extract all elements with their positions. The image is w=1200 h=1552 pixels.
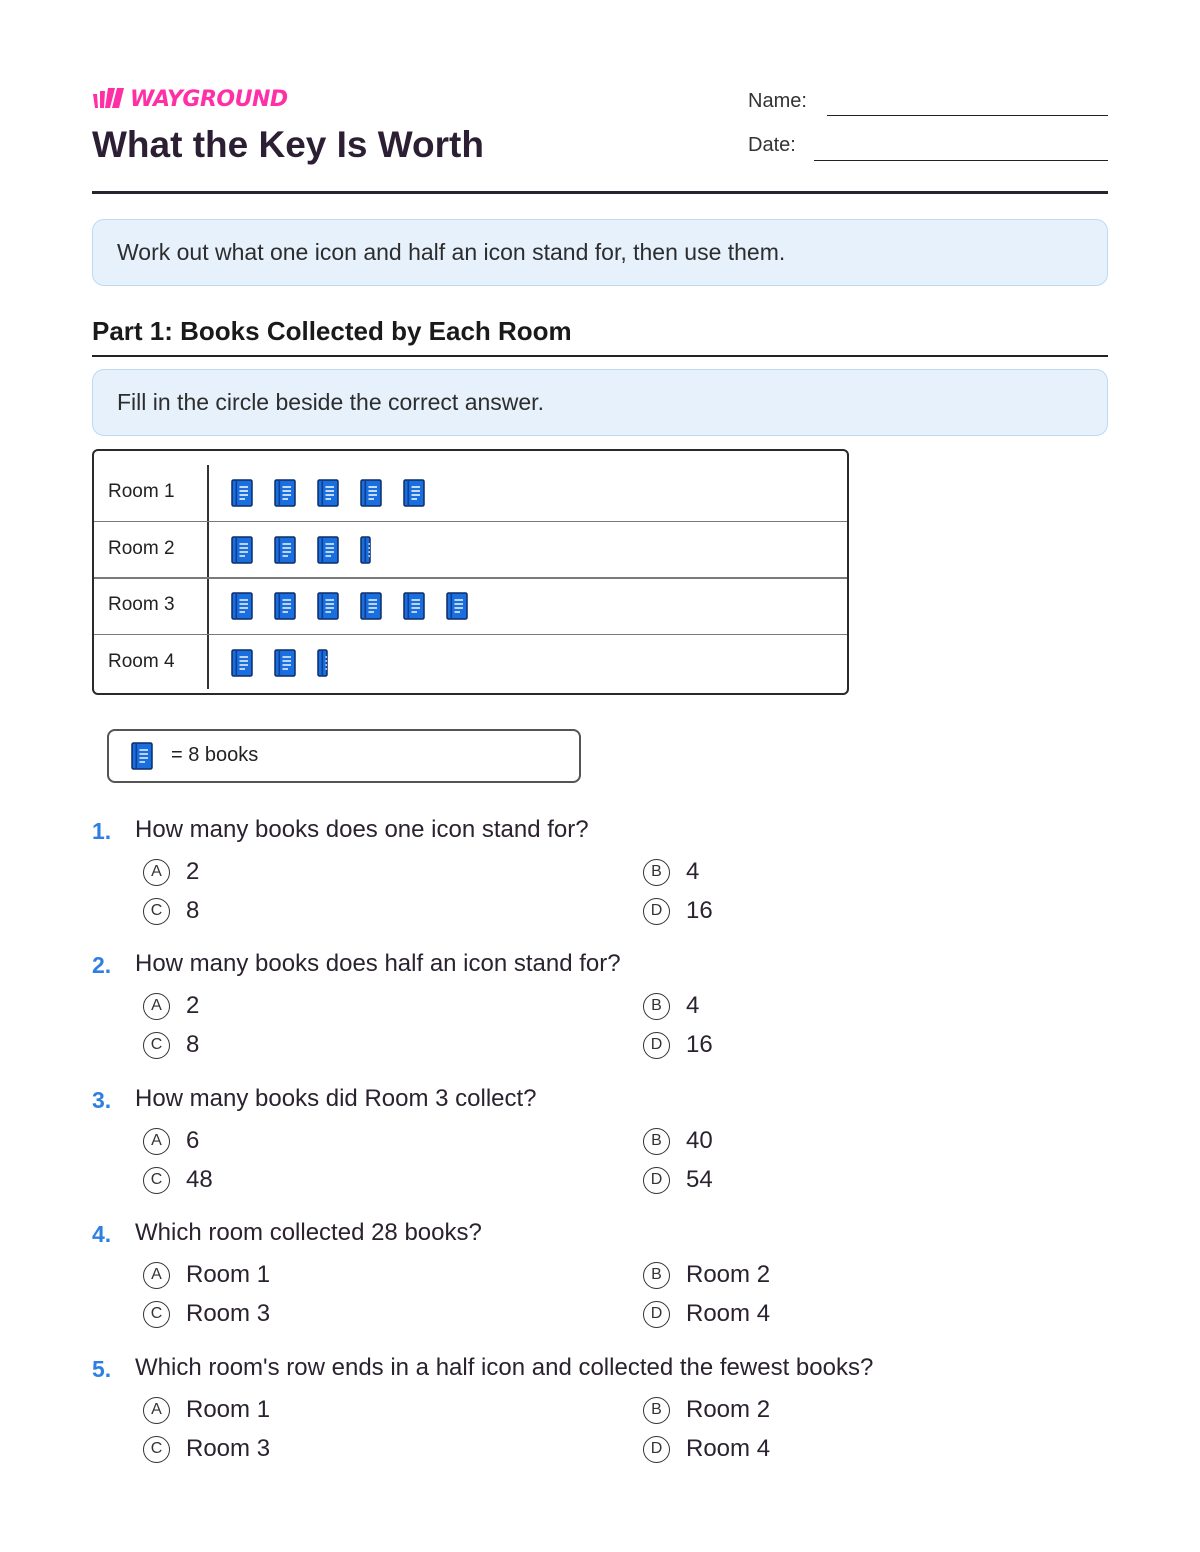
book-icon xyxy=(317,592,339,620)
header-divider xyxy=(92,191,1108,194)
option-radio[interactable]: C xyxy=(143,1167,170,1194)
option-radio[interactable]: C xyxy=(143,898,170,925)
option-radio[interactable]: C xyxy=(143,1301,170,1328)
row-label: Room 4 xyxy=(108,650,175,672)
book-icon xyxy=(317,479,339,507)
answer-option[interactable] xyxy=(143,897,199,925)
name-field[interactable] xyxy=(827,115,1108,116)
option-text: Room 4 xyxy=(686,1300,771,1327)
answer-option[interactable] xyxy=(643,1031,713,1059)
option-text: 2 xyxy=(186,858,200,885)
option-text: 16 xyxy=(686,1031,713,1058)
answer-option[interactable] xyxy=(143,858,199,886)
option-text: 2 xyxy=(186,992,200,1019)
book-icon xyxy=(317,536,339,564)
option-radio[interactable]: C xyxy=(143,1032,170,1059)
option-text: Room 3 xyxy=(186,1300,271,1327)
book-icon xyxy=(403,592,425,620)
option-text: Room 1 xyxy=(186,1261,271,1288)
option-text: 16 xyxy=(686,897,713,924)
option-radio[interactable]: B xyxy=(643,993,670,1020)
option-text: Room 2 xyxy=(686,1396,771,1423)
answer-option[interactable] xyxy=(143,1396,270,1424)
answer-option[interactable] xyxy=(643,992,699,1020)
option-radio[interactable]: D xyxy=(643,1436,670,1463)
book-icon xyxy=(231,649,253,677)
option-radio[interactable]: B xyxy=(643,859,670,886)
row-separator xyxy=(94,577,847,579)
option-radio[interactable]: D xyxy=(643,1032,670,1059)
option-radio[interactable]: A xyxy=(143,1397,170,1424)
option-radio[interactable]: D xyxy=(643,898,670,925)
option-text: 8 xyxy=(186,897,200,924)
pictograph-key xyxy=(107,729,581,783)
question-text: How many books did Room 3 collect? xyxy=(135,1085,537,1112)
option-text: 4 xyxy=(686,992,700,1019)
option-radio[interactable]: B xyxy=(643,1128,670,1155)
page-title: What the Key Is Worth xyxy=(92,124,484,165)
question-text: Which room collected 28 books? xyxy=(135,1219,482,1246)
question-number: 3. xyxy=(92,1087,112,1113)
book-icon xyxy=(446,592,468,620)
name-label: Name: xyxy=(748,90,807,112)
answer-option[interactable] xyxy=(643,1127,713,1155)
option-radio[interactable]: C xyxy=(143,1436,170,1463)
option-text: Room 1 xyxy=(186,1396,271,1423)
option-text: Room 4 xyxy=(686,1435,771,1462)
question-text: How many books does half an icon stand for? xyxy=(135,950,621,977)
question-text: How many books does one icon stand for? xyxy=(135,816,589,843)
book-icon xyxy=(274,536,296,564)
pictograph-table xyxy=(92,449,849,695)
book-icon xyxy=(231,536,253,564)
row-separator xyxy=(94,634,847,636)
answer-option[interactable] xyxy=(643,1300,770,1328)
part-divider xyxy=(92,355,1108,357)
option-radio[interactable]: A xyxy=(143,993,170,1020)
option-radio[interactable]: D xyxy=(643,1167,670,1194)
answer-option[interactable] xyxy=(643,1396,770,1424)
book-icon xyxy=(274,479,296,507)
date-label: Date: xyxy=(748,134,796,156)
option-radio[interactable]: D xyxy=(643,1301,670,1328)
answer-option[interactable] xyxy=(643,1435,770,1463)
book-icon xyxy=(231,592,253,620)
answer-option[interactable] xyxy=(143,992,199,1020)
option-text: Room 2 xyxy=(686,1261,771,1288)
answer-option[interactable] xyxy=(143,1300,270,1328)
option-text: 6 xyxy=(186,1127,200,1154)
answer-option[interactable] xyxy=(143,1261,270,1289)
option-text: 48 xyxy=(186,1166,213,1193)
option-radio[interactable]: A xyxy=(143,859,170,886)
intro-text: Work out what one icon and half an icon stand for, then use them. xyxy=(117,239,786,265)
row-separator xyxy=(94,521,847,523)
answer-option[interactable] xyxy=(643,897,713,925)
book-icon xyxy=(274,649,296,677)
option-text: 40 xyxy=(686,1127,713,1154)
book-icon xyxy=(131,742,153,770)
answer-option[interactable] xyxy=(143,1127,199,1155)
answer-option[interactable] xyxy=(143,1435,270,1463)
half-book-icon xyxy=(360,536,382,564)
option-radio[interactable]: A xyxy=(143,1262,170,1289)
answer-option[interactable] xyxy=(643,1261,770,1289)
instruction-text: Fill in the circle beside the correct answer. xyxy=(117,389,544,415)
intro-banner xyxy=(92,219,1108,286)
question-text: Which room's row ends in a half icon and collected the fewest books? xyxy=(135,1354,874,1381)
option-text: 54 xyxy=(686,1166,713,1193)
book-icon xyxy=(360,592,382,620)
option-text: 8 xyxy=(186,1031,200,1058)
option-radio[interactable]: B xyxy=(643,1397,670,1424)
wayground-logo-icon xyxy=(92,86,124,112)
brand-name: WAYGROUND xyxy=(130,86,288,112)
book-icon xyxy=(274,592,296,620)
answer-option[interactable] xyxy=(643,1166,713,1194)
half-book-icon xyxy=(317,649,339,677)
answer-option[interactable] xyxy=(143,1166,213,1194)
row-label: Room 2 xyxy=(108,537,175,559)
answer-option[interactable] xyxy=(143,1031,199,1059)
option-radio[interactable]: B xyxy=(643,1262,670,1289)
part-title: Part 1: Books Collected by Each Room xyxy=(92,316,572,346)
book-icon xyxy=(403,479,425,507)
question-number: 5. xyxy=(92,1356,112,1382)
option-text: Room 3 xyxy=(186,1435,271,1462)
brand xyxy=(92,86,288,112)
question-number: 2. xyxy=(92,952,112,978)
question-number: 1. xyxy=(92,818,112,844)
instruction-banner xyxy=(92,369,1108,436)
option-text: 4 xyxy=(686,858,700,885)
row-label: Room 1 xyxy=(108,481,175,502)
question-number: 4. xyxy=(92,1221,112,1247)
book-icon xyxy=(360,479,382,507)
option-radio[interactable]: A xyxy=(143,1128,170,1155)
answer-option[interactable] xyxy=(643,858,699,886)
key-label: = 8 books xyxy=(171,744,259,766)
date-field[interactable] xyxy=(814,160,1108,161)
row-label: Room 3 xyxy=(108,594,175,615)
book-icon xyxy=(231,479,253,507)
